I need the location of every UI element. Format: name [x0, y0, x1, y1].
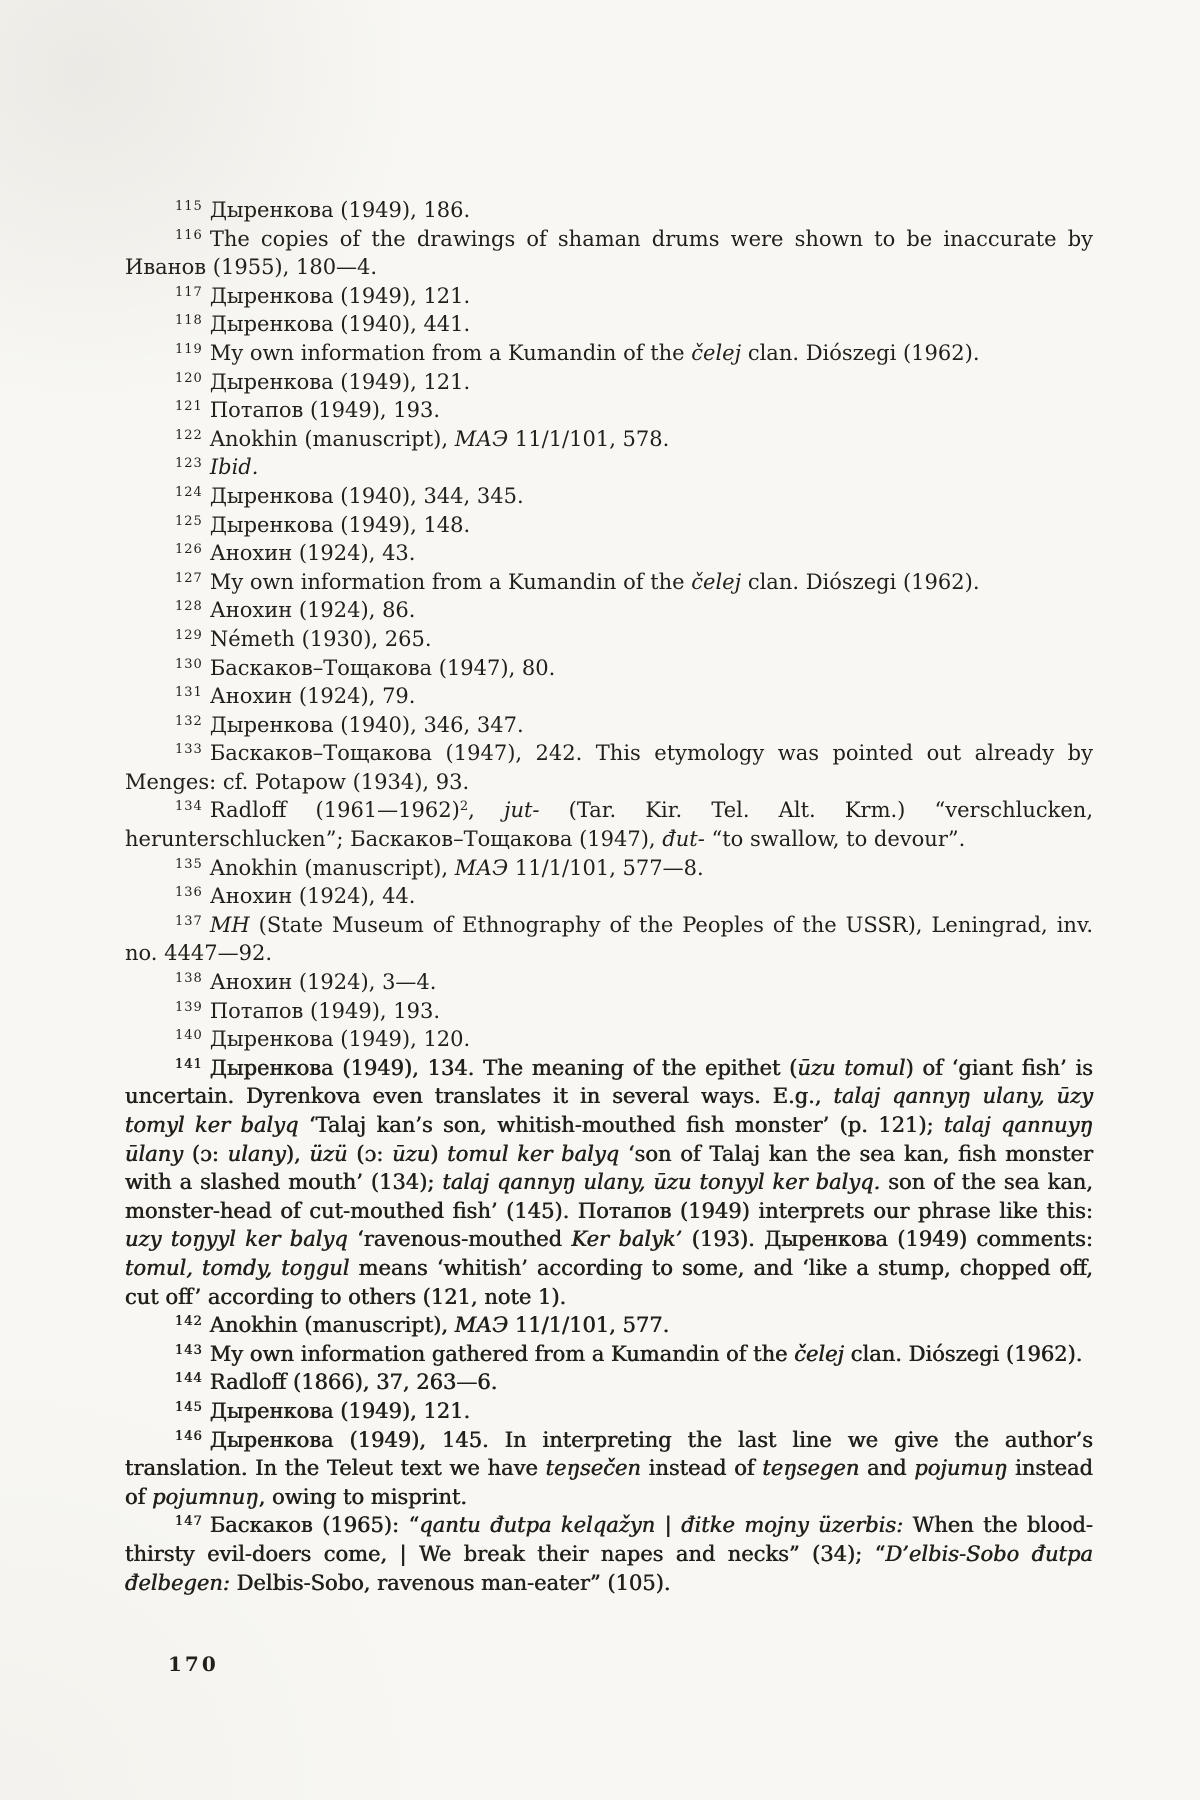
footnote-126 [125, 539, 1093, 568]
footnote-number: 147 [175, 1514, 203, 1530]
footnote-number: 141 [175, 1056, 203, 1072]
note-text: Дыренкова (1949), 148. [209, 512, 471, 537]
note-text: When the blood-thirsty evil-doers come, | We break their napes and necks” (34); “ [125, 1513, 1093, 1566]
footnote-number: 132 [175, 713, 203, 729]
term-italic: čelej [691, 569, 742, 594]
footnote-number: 116 [175, 227, 203, 243]
footnote-number: 123 [175, 456, 203, 472]
note-text: Anokhin (manuscript), [209, 1313, 455, 1338]
footnote-number: 115 [175, 199, 203, 214]
note-text: instead of [125, 1456, 1093, 1509]
footnote-123 [125, 453, 1093, 482]
note-text: Дыренкова (1940), 344, 345. [209, 483, 524, 508]
note-text: ‘son of Talaj kan the sea kan, fish monster with a slashed mouth’ (134); [125, 1141, 1094, 1195]
footnote-137 [125, 911, 1093, 968]
footnotes [125, 196, 1093, 1597]
footnote-number: 134 [175, 799, 203, 815]
footnote-number: 142 [175, 1314, 203, 1330]
footnote-147 [125, 1511, 1093, 1597]
note-text: Дыренкова (1949), 121. [209, 283, 471, 308]
footnote-number: 146 [175, 1428, 203, 1444]
footnote-number: 120 [175, 370, 203, 386]
note-text: , [468, 798, 504, 823]
footnote-139 [125, 997, 1093, 1026]
footnote-145 [125, 1397, 1093, 1426]
note-text: instead of [640, 1456, 763, 1481]
footnote-127 [125, 568, 1093, 597]
note-text: Потапов (1949), 193. [209, 998, 440, 1023]
footnote-128 [125, 596, 1093, 625]
term-italic: uzy toŋyyl ker balyq [125, 1227, 348, 1252]
term-italic: tomul, tomdy, toŋgul [125, 1255, 350, 1280]
note-text: Дыренкова (1949), 186. [209, 198, 471, 222]
note-text: Анохин (1924), 3—4. [209, 970, 437, 995]
note-text: ‘Talaj kan’s son, whitish-mouthed fish monster’ (p. 121); [298, 1113, 944, 1137]
footnote-number: 122 [175, 427, 203, 443]
note-text: Дыренкова (1949), 134. The meaning of the epithet ( [209, 1055, 798, 1080]
footnote-number: 117 [175, 284, 203, 300]
note-text: ‘ravenous-mouthed [347, 1227, 572, 1252]
footnote-135 [125, 854, 1093, 883]
term-italic: jut- [503, 798, 540, 823]
footnote-number: 144 [175, 1371, 203, 1387]
footnote-number: 137 [175, 913, 203, 929]
note-text: Дыренкова (1940), 346, 347. [209, 712, 524, 737]
note-text: The copies of the drawings of shaman drums were shown to be inaccurate by Иванов (1955), 180—4. [125, 226, 1093, 280]
term-italic: Ibid. [209, 455, 259, 480]
footnote-number: 138 [175, 971, 203, 987]
footnote-131 [125, 682, 1093, 711]
note-text: (Tar. Kir. Tel. Alt. Krm.) “verschlucken, herunterschlucken”; Баскаков–Тощакова (1947), [125, 798, 1094, 852]
term-italic: đut- [662, 827, 705, 852]
term-italic: tomul ker balyq [447, 1141, 620, 1166]
term-italic: D’elbis-Sobo đutpa đelbegen: [125, 1541, 1093, 1595]
note-text: Дыренкова (1949), 120. [209, 1027, 471, 1052]
footnote-number: 127 [175, 570, 203, 586]
term-italic: qantu đutpa kelqažyn | đitke mojny üzerbis: [419, 1513, 904, 1538]
note-text: Анохин (1924), 43. [209, 541, 416, 566]
note-text: My own information from a Kumandin of the [209, 340, 692, 365]
footnote-129 [125, 625, 1093, 654]
note-text: Потапов (1949), 193. [209, 398, 440, 423]
footnote-138 [125, 968, 1093, 997]
footnote-146 [125, 1426, 1093, 1512]
footnote-number: 119 [175, 341, 203, 357]
note-text: Дыренкова (1949), 145. In interpreting the last line we give the author’s translation. In the Teleut text we have [125, 1427, 1093, 1481]
note-text: Delbis-Sobo, ravenous man-eater” (105). [229, 1570, 671, 1595]
footnote-144 [125, 1368, 1093, 1397]
note-text: Баскаков–Тощакова (1947), 242. This etymology was pointed out already by Menges: cf. Potapow (1934), 93. [125, 741, 1093, 794]
footnote-141 [125, 1054, 1093, 1311]
note-text: ) of ‘giant fish’ is uncertain. Dyrenkova even translates it in several ways. E.g., [125, 1055, 1093, 1109]
term-italic: talaj qannyŋ ulany, ūzu tonyyl ker balyq. [442, 1170, 881, 1195]
footnote-136 [125, 882, 1093, 911]
note-text: clan. Diószegi (1962). [844, 1341, 1083, 1366]
note-text: Баскаков–Тощакова (1947), 80. [209, 655, 556, 680]
footnote-number: 140 [175, 1028, 203, 1044]
term-italic: pojumuŋ [914, 1456, 1008, 1481]
term-italic: pojumnuŋ [152, 1484, 259, 1509]
term-italic: čelej [794, 1341, 845, 1366]
footnote-number: 139 [175, 999, 203, 1015]
note-text: Radloff (1866), 37, 263—6. [209, 1370, 498, 1395]
footnote-140 [125, 1025, 1093, 1054]
note-text: (State Museum of Ethnography of the Peoples of the USSR), Leningrad, inv. no. 4447—92. [125, 912, 1093, 966]
term-italic: teŋsegen [762, 1456, 860, 1481]
footnote-118 [125, 310, 1093, 339]
term-italic: МАЭ [454, 1313, 509, 1338]
note-text: , owing to misprint. [258, 1484, 468, 1509]
footnote-143 [125, 1340, 1093, 1369]
note-text: Анохин (1924), 86. [209, 598, 416, 623]
footnote-121 [125, 396, 1093, 425]
term-italic: МАЭ [454, 855, 509, 880]
note-text: 2 [459, 799, 469, 815]
footnote-117 [125, 282, 1093, 311]
footnote-120 [125, 368, 1093, 397]
term-italic: ulany [227, 1141, 286, 1166]
footnote-119 [125, 339, 1093, 368]
term-italic: ūzu [392, 1141, 431, 1166]
footnote-132 [125, 711, 1093, 740]
note-text: “to swallow, to devour”. [704, 827, 966, 852]
footnote-130 [125, 654, 1093, 683]
note-text: 11/1/101, 577—8. [508, 855, 704, 880]
note-text: My own information from a Kumandin of the [209, 569, 692, 594]
term-italic: talaj qannyŋ ulany, ūzy tomyl ker balyq [125, 1084, 1093, 1137]
note-text: Radloff (1961—1962) [209, 798, 460, 823]
note-text: and [859, 1456, 915, 1481]
note-text: (ɔ: [347, 1141, 393, 1166]
note-text: My own information gathered from a Kumandin of the [209, 1341, 795, 1366]
term-italic: talaj qannuyŋ ūlany [125, 1113, 1093, 1166]
footnote-number: 130 [175, 656, 203, 672]
footnote-number: 133 [175, 742, 203, 758]
footnote-number: 143 [175, 1342, 203, 1358]
note-text: clan. Diószegi (1962). [741, 340, 980, 365]
note-text: 11/1/101, 578. [508, 426, 670, 451]
footnote-124 [125, 482, 1093, 511]
note-text: clan. Diószegi (1962). [741, 569, 980, 594]
footnote-133 [125, 739, 1093, 796]
footnote-number: 136 [175, 885, 203, 901]
footnote-number: 124 [175, 484, 203, 500]
footnote-number: 118 [175, 313, 203, 329]
note-text: ) [430, 1141, 448, 1166]
footnote-122 [125, 425, 1093, 454]
note-text: Анохин (1924), 44. [209, 884, 416, 909]
footnote-125 [125, 511, 1093, 540]
note-text: Németh (1930), 265. [209, 626, 432, 651]
note-text: (193). Дыренкова (1949) comments: [682, 1227, 1093, 1252]
note-text: Anokhin (manuscript), [209, 426, 455, 451]
footnote-134 [125, 796, 1093, 853]
footnote-115 [125, 196, 1093, 225]
page-number: 170 [168, 1652, 219, 1676]
term-italic: üzü [309, 1141, 348, 1166]
footnote-number: 145 [175, 1399, 203, 1415]
footnote-number: 126 [175, 542, 203, 558]
term-italic: МАЭ [454, 426, 509, 451]
footnote-number: 125 [175, 513, 203, 529]
note-text: means ‘whitish’ according to some, and ‘like a stump, chopped off, cut off’ according to others (121, note 1). [125, 1255, 1094, 1309]
note-text: Дыренкова (1949), 121. [209, 1398, 471, 1423]
footnote-number: 128 [175, 599, 203, 615]
term-italic: teŋsečen [545, 1456, 641, 1481]
note-text: Дыренкова (1940), 441. [209, 312, 471, 337]
note-text: 11/1/101, 577. [508, 1313, 670, 1338]
note-text: Баскаков (1965): “ [209, 1513, 420, 1538]
footnote-number: 129 [175, 627, 203, 643]
footnote-number: 121 [175, 399, 203, 415]
footnote-116 [125, 225, 1093, 282]
note-text: (ɔ: [183, 1141, 228, 1166]
term-italic: MH [209, 912, 250, 937]
term-italic: čelej [691, 340, 742, 365]
footnote-number: 135 [175, 856, 203, 872]
term-italic: ūzu tomul [797, 1055, 906, 1080]
note-text: son of the sea kan, monster-head of cut-mouthed fish’ (145). Потапов (1949) interprets our phrase like this: [125, 1170, 1093, 1223]
note-text: Дыренкова (1949), 121. [209, 369, 471, 394]
note-text: ), [285, 1141, 310, 1166]
footnote-142 [125, 1311, 1093, 1340]
note-text: Anokhin (manuscript), [209, 855, 455, 880]
note-text: Анохин (1924), 79. [209, 684, 416, 709]
footnote-number: 131 [175, 685, 203, 701]
term-italic: Ker balyk’ [571, 1227, 683, 1252]
